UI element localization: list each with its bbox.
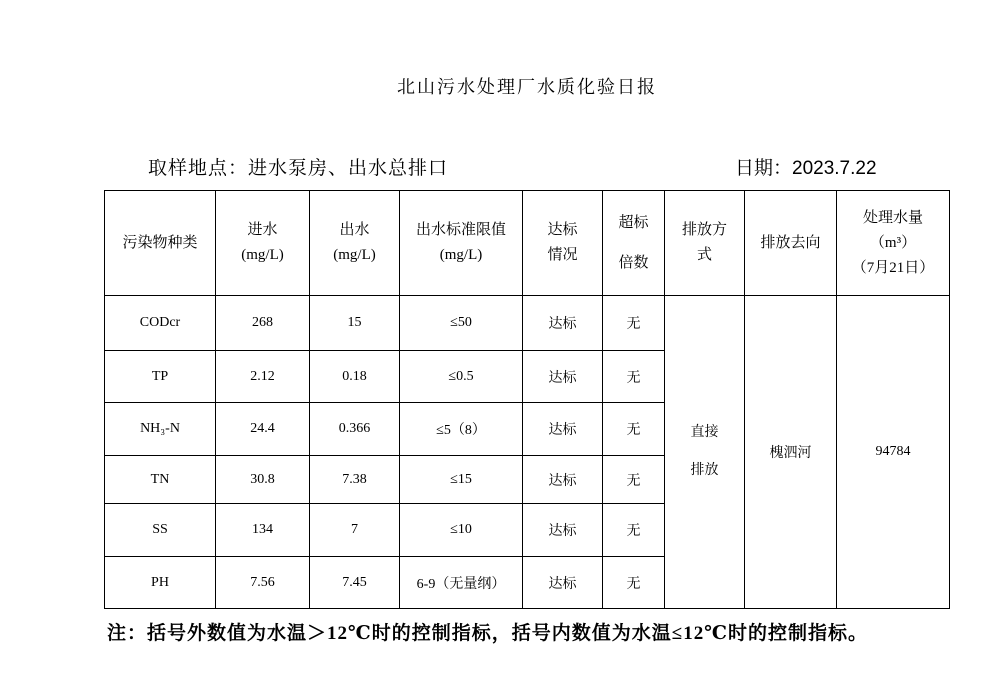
header-exceed-multiple [603,191,665,296]
header-line: (mg/L) [439,247,483,263]
effluent-cell: 7.45 [310,557,400,609]
header-effluent-limit [400,191,523,296]
header-effluent [310,191,400,296]
compliance-cell: 达标 [523,403,603,456]
header-compliance [523,191,603,296]
exceed-multiple-cell: 无 [603,557,665,609]
exceed-multiple-cell: 无 [603,456,665,504]
header-line: 出水 [339,222,370,238]
report-date-label: 日期： [735,158,793,179]
limit-cell: ≤15 [400,456,523,504]
limit-cell: ≤10 [400,504,523,557]
report-date [735,153,877,180]
pollutant-cell: PH [105,557,216,609]
limit-cell: ≤50 [400,296,523,351]
header-line: 情况 [547,247,578,263]
discharge-method-line: 排放 [690,463,719,478]
exceed-multiple-cell: 无 [603,504,665,557]
sampling-location-value: 进水泵房、出水总排口 [248,158,449,179]
header-line: 出水标准限值 [415,222,506,238]
exceed-multiple-cell: 无 [603,296,665,351]
report-date-value: 2023.7.22 [792,158,877,179]
compliance-cell: 达标 [523,351,603,403]
limit-cell: ≤5（8） [400,403,523,456]
influent-cell: 268 [216,296,310,351]
compliance-cell: 达标 [523,456,603,504]
effluent-cell: 0.18 [310,351,400,403]
header-line: 式 [696,247,712,263]
table-row [105,296,950,351]
header-treated-volume [837,191,950,296]
compliance-cell: 达标 [523,504,603,557]
footnote: 注：括号外数值为水温＞12℃时的控制指标，括号内数值为水温≤12℃时的控制指标。 [107,623,868,644]
water-quality-table [104,190,950,609]
influent-cell: 134 [216,504,310,557]
sampling-location-label: 取样地点： [148,158,249,179]
effluent-cell: 7.38 [310,456,400,504]
discharge-method-line: 直接 [690,425,719,440]
discharge-method-cell [665,296,745,609]
pollutant-cell: TN [105,456,216,504]
table-header-row [105,191,950,296]
discharge-destination-cell: 槐泗河 [745,296,837,609]
influent-cell: 30.8 [216,456,310,504]
header-discharge-method [665,191,745,296]
pollutant-cell: TP [105,351,216,403]
exceed-multiple-cell: 无 [603,403,665,456]
report-title: 北山污水处理厂水质化验日报 [397,77,657,97]
header-line: 达标 [547,222,578,238]
header-line: (mg/L) [241,247,284,263]
influent-cell: 7.56 [216,557,310,609]
pollutant-cell: NH₃-N [105,403,216,456]
header-line: 处理水量 [862,209,923,226]
effluent-cell: 0.366 [310,403,400,456]
treated-volume-cell: 94784 [837,296,950,609]
influent-cell: 2.12 [216,351,310,403]
header-line: 超标 [618,215,649,231]
compliance-cell: 达标 [523,296,603,351]
header-line: 进水 [247,222,278,238]
pollutant-cell: CODcr [105,296,216,351]
effluent-cell: 7 [310,504,400,557]
effluent-cell: 15 [310,296,400,351]
header-line: 排放去向 [760,234,821,251]
limit-cell: ≤0.5 [400,351,523,403]
header-influent [216,191,310,296]
header-line: （m³） [869,234,917,251]
header-line: （7月21日） [851,259,935,276]
sampling-location [148,153,448,180]
header-line: 污染物种类 [122,234,198,251]
compliance-cell: 达标 [523,557,603,609]
exceed-multiple-cell: 无 [603,351,665,403]
influent-cell: 24.4 [216,403,310,456]
pollutant-cell: SS [105,504,216,557]
header-pollutant-type [105,191,216,296]
header-discharge-destination [745,191,837,296]
header-line: 排放方 [681,222,727,238]
header-line: 倍数 [618,255,649,271]
header-line: (mg/L) [333,247,376,263]
limit-cell: 6-9（无量纲） [400,557,523,609]
